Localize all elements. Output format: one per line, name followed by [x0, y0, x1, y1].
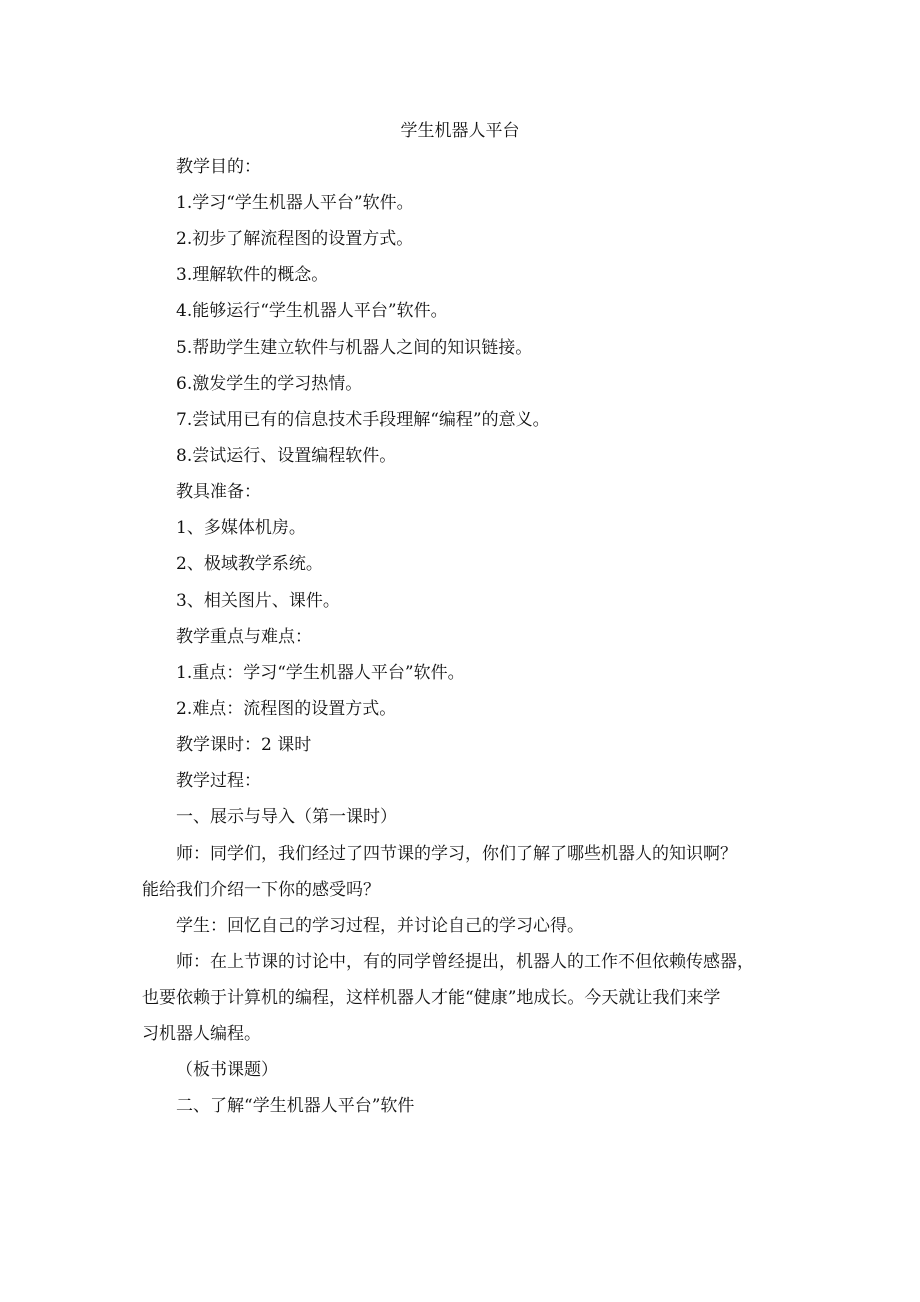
paragraph-line: 能给我们介绍一下你的感受吗？: [142, 880, 380, 900]
text-line: 2.初步了解流程图的设置方式。: [176, 229, 414, 249]
text-line: 7.尝试用已有的信息技术手段理解“编程”的意义。: [176, 410, 550, 430]
text-line: 4.能够运行“学生机器人平台”软件。: [176, 301, 448, 321]
text-line: 8.尝试运行、设置编程软件。: [176, 446, 397, 466]
text-line: 2、极域教学系统。: [176, 554, 323, 574]
text-line: 教学目的：: [176, 157, 261, 177]
text-line: 教学课时：2 课时: [176, 735, 312, 755]
text-line: 教学重点与难点：: [176, 627, 312, 647]
text-line: 1.学习“学生机器人平台”软件。: [176, 193, 414, 213]
paragraph-line: 师：同学们，我们经过了四节课的学习，你们了解了哪些机器人的知识啊？: [176, 844, 737, 864]
document-title: 学生机器人平台: [400, 121, 520, 141]
text-line: 教学过程：: [176, 771, 261, 791]
text-line: 3、相关图片、课件。: [176, 591, 340, 611]
paragraph-line: 师：在上节课的讨论中，有的同学曾经提出，机器人的工作不但依赖传感器，: [176, 952, 754, 972]
text-line: 6.激发学生的学习热情。: [176, 374, 363, 394]
text-line: 学生：回忆自己的学习过程，并讨论自己的学习心得。: [176, 916, 584, 936]
board-note: （板书课题）: [176, 1060, 278, 1080]
text-line: 教具准备：: [176, 482, 261, 502]
paragraph-line: 习机器人编程。: [142, 1024, 261, 1044]
text-line: 1.重点：学习“学生机器人平台”软件。: [176, 663, 465, 683]
section-heading: 二、了解“学生机器人平台”软件: [176, 1096, 415, 1116]
text-line: 一、展示与导入（第一课时）: [176, 807, 397, 827]
text-line: 3.理解软件的概念。: [176, 265, 329, 285]
text-line: 2.难点：流程图的设置方式。: [176, 699, 397, 719]
paragraph-line: 也要依赖于计算机的编程，这样机器人才能“健康”地成长。今天就让我们来学: [142, 988, 721, 1008]
text-line: 5.帮助学生建立软件与机器人之间的知识链接。: [176, 338, 533, 358]
text-line: 1、多媒体机房。: [176, 518, 306, 538]
